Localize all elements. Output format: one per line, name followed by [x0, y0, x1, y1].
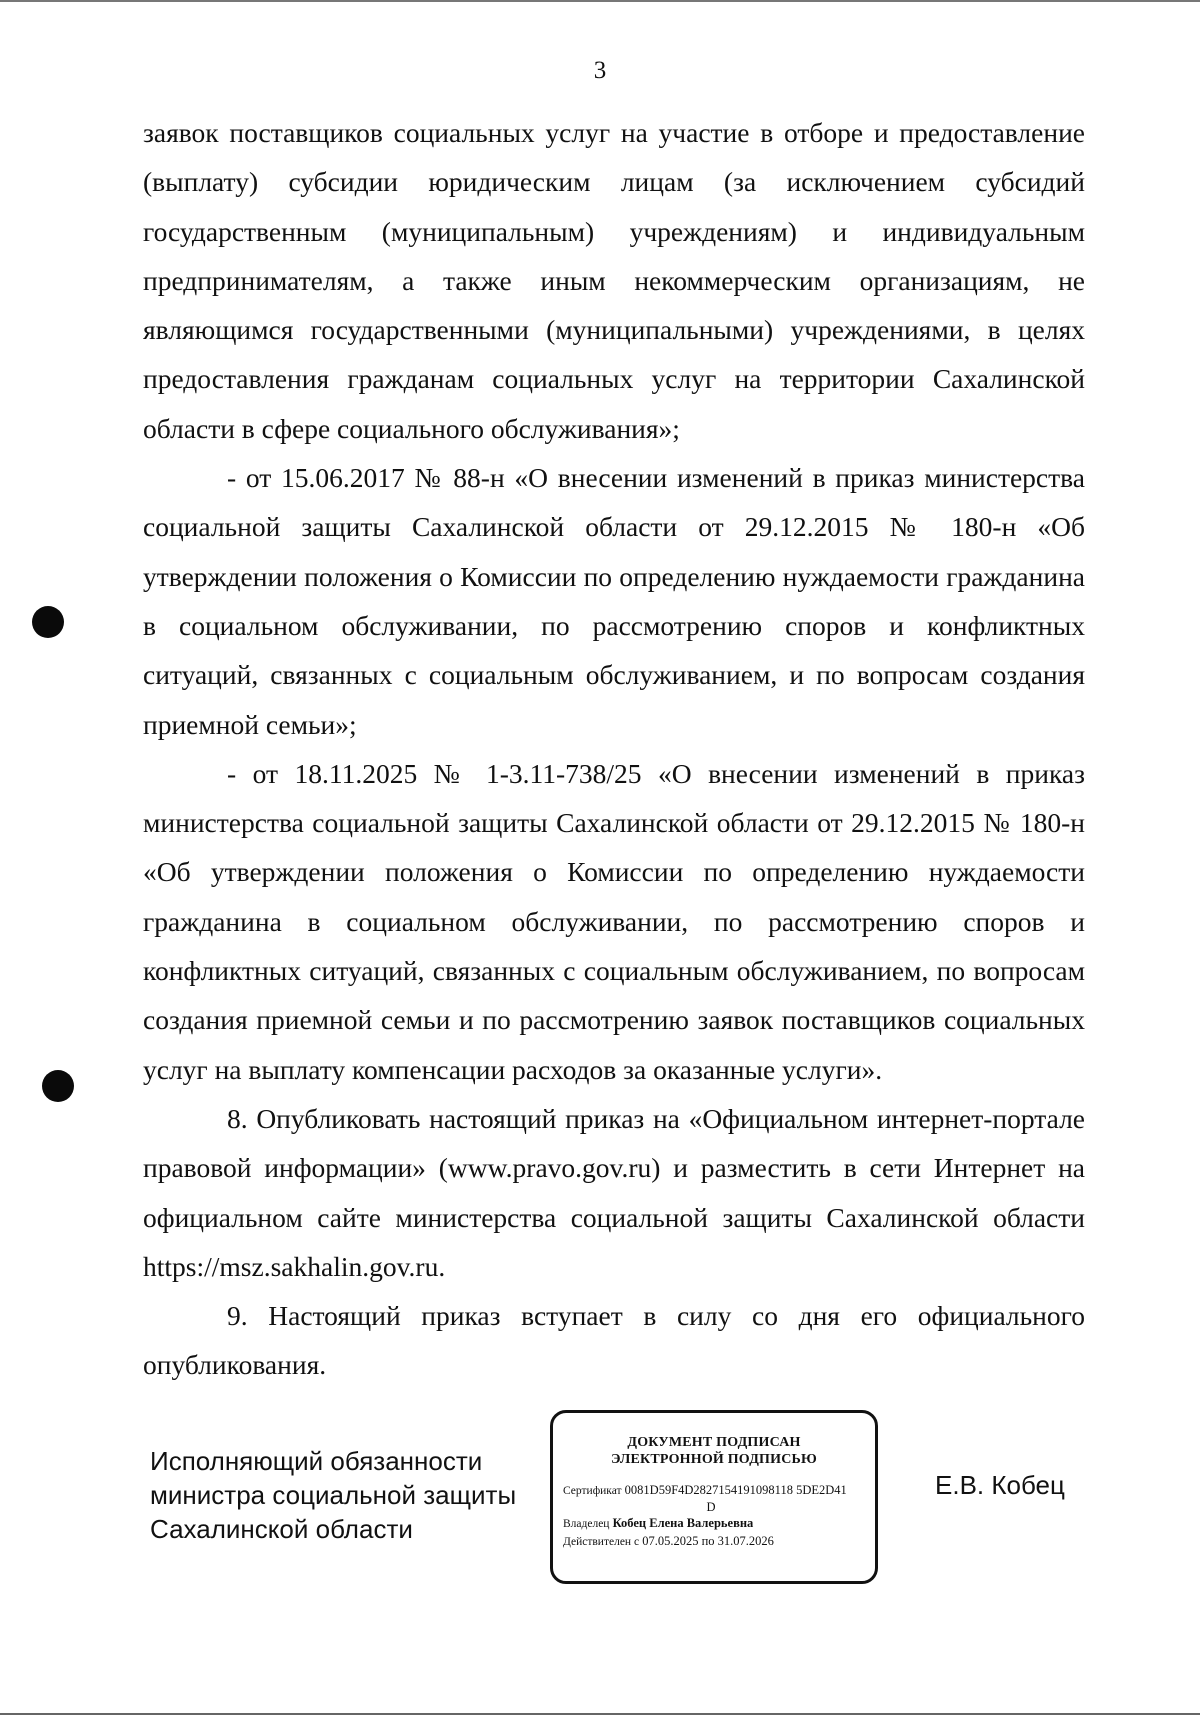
stamp-heading-line: ДОКУМЕНТ ПОДПИСАН [627, 1435, 801, 1450]
stamp-owner-label: Владелец [563, 1518, 610, 1530]
page-number: 3 [593, 57, 607, 84]
stamp-validity-from: 07.05.2025 [642, 1534, 699, 1548]
signer-title-line: Исполняющий обязанности [150, 1446, 483, 1476]
paragraph-item-8: 8. Опубликовать настоящий приказ на «Официальном интернет-портале правовой информации» (www.pravo.gov.ru) и разместить в сети Интернет на официальном сайте министерства социальной защиты Сахалинской области https://msz.sakhalin.gov.ru. [143, 1102, 1085, 1282]
paragraph-item-9: 9. Настоящий приказ вступает в силу со дня его официального опубликования. [143, 1300, 1085, 1381]
stamp-validity-label: Действителен с [563, 1536, 640, 1548]
stamp-validity-to: 31.07.2026 [717, 1534, 774, 1548]
stamp-certificate-value: 0081D59F4D2827154191098118 5DE2D41 [624, 1483, 847, 1497]
scan-top-edge [0, 0, 1200, 2]
stamp-validity [563, 1533, 875, 1551]
stamp-owner-value: Кобец Елена Валерьевна [612, 1516, 754, 1530]
paragraph-order-2017: - от 15.06.2017 № 88-н «О внесении изменений в приказ министерства социальной защиты Сахалинской области от 29.12.2015 № 180-н «Об утверждении положения о Комиссии по определению нуждаемости гражданина в социальном обслуживании, по рассмотрению споров и конфликтных ситуаций, связанных с социальным обслуживанием, и по вопросам создания приемной семьи»; [143, 462, 1085, 740]
paragraph-order-2025: - от 18.11.2025 № 1-3.11-738/25 «О внесении изменений в приказ министерства социальной защиты Сахалинской области от 29.12.2015 № 180-н «Об утверждении положения о Комиссии по определению нуждаемости гражданина в социальном обслуживании, по рассмотрению споров и конфликтных ситуаций, связанных с социальным обслуживанием, по вопросам создания приемной семьи и по рассмотрению заявок поставщиков социальных услуг на выплату компенсации расходов за оказанные услуги». [143, 757, 1085, 1085]
body-text [143, 108, 1085, 1390]
punch-hole-upper [32, 606, 64, 638]
stamp-heading [553, 1434, 875, 1468]
stamp-certificate-label: Сертификат [563, 1485, 622, 1497]
stamp-certificate-value-cont: D [706, 1500, 716, 1514]
punch-hole-lower [42, 1070, 74, 1102]
signer-title-line: министра социальной защиты [150, 1480, 517, 1510]
stamp-certificate [563, 1482, 875, 1500]
signer-title [150, 1444, 530, 1546]
stamp-heading-line: ЭЛЕКТРОННОЙ ПОДПИСЬЮ [611, 1452, 817, 1467]
signature-block [0, 1410, 1200, 1610]
scan-bottom-edge [0, 1713, 1200, 1715]
signer-title-line: Сахалинской области [150, 1514, 413, 1544]
signer-name: Е.В. Кобец [935, 1470, 1065, 1500]
electronic-signature-stamp [550, 1410, 878, 1584]
stamp-validity-mid: по [701, 1534, 715, 1548]
paragraph-continuation: заявок поставщиков социальных услуг на участие в отборе и предоставление (выплату) субсидии юридическим лицам (за исключением субсидий государственным (муниципальным) учреждениям) и индивидуальным предпринимателям, а также иным некоммерческим организациям, не являющимся государственными (муниципальными) учреждениями, в целях предоставления гражданам социальных услуг на территории Сахалинской области в сфере социального обслуживания»; [143, 117, 1085, 444]
stamp-owner [563, 1515, 875, 1533]
